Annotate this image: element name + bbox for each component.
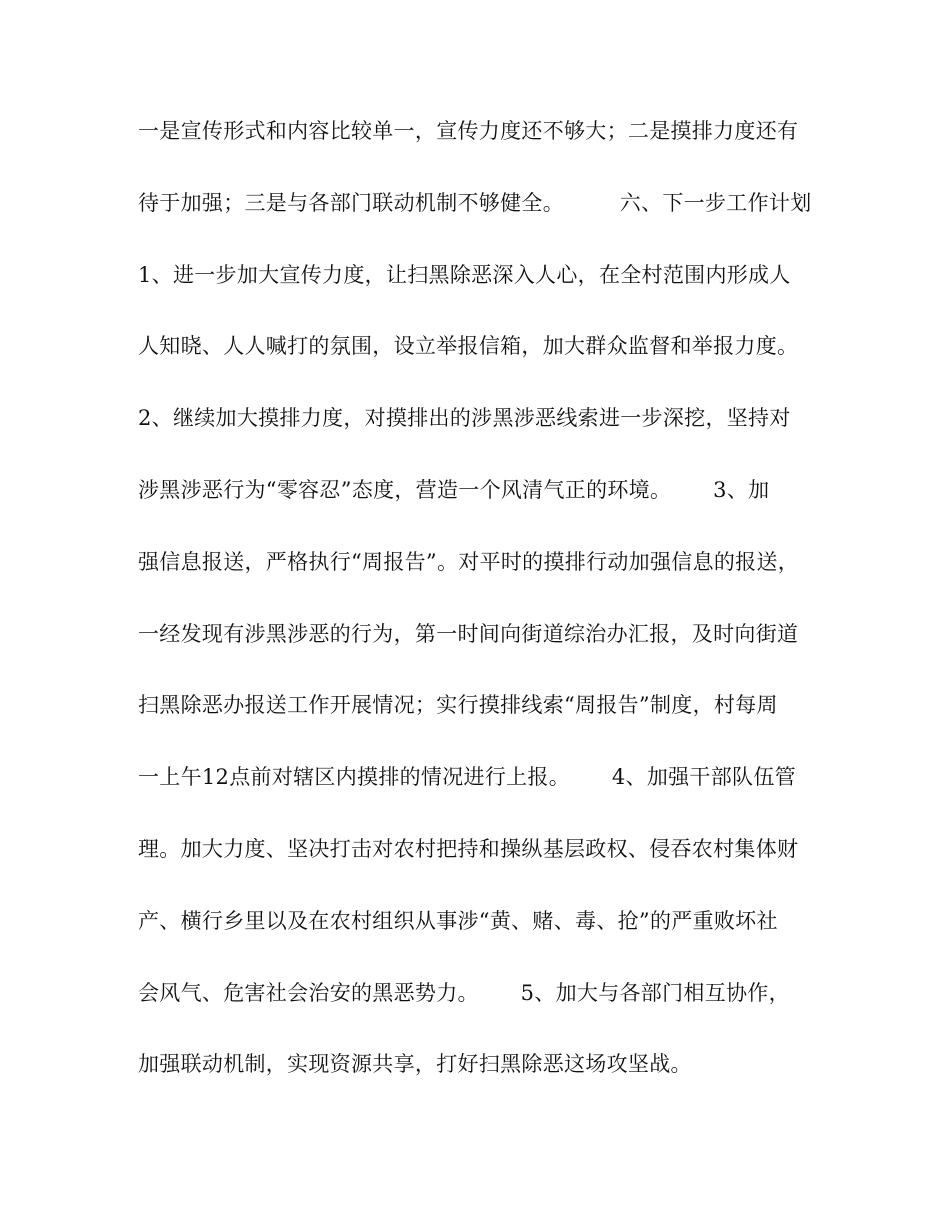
text-line: 人知晓、人人喊打的氛围，设立举报信箱，加大群众监督和举报力度。 xyxy=(138,334,799,359)
text-line: 一上午12点前对辖区内摸排的情况进行上报。 4、加强干部队伍管 xyxy=(138,765,796,790)
text-line: 加强联动机制，实现资源共享，打好扫黑除恶这场攻坚战。 xyxy=(138,1052,692,1077)
text-line: 涉黑涉恶行为“零容忍”态度，营造一个风清气正的环境。 3、加 xyxy=(138,477,770,502)
text-line: 扫黑除恶办报送工作开展情况；实行摸排线索“周报告”制度，村每周 xyxy=(138,693,778,718)
text-line: 一经发现有涉黑涉恶的行为，第一时间向街道综治办汇报，及时向街道 xyxy=(138,621,799,646)
text-line: 产、横行乡里以及在农村组织从事涉“黄、赌、毒、抢”的严重败坏社 xyxy=(138,908,778,933)
text-line: 理。加大力度、坚决打击对农村把持和操纵基层政权、侵吞农村集体财 xyxy=(138,836,799,861)
body-text xyxy=(138,119,838,1127)
text-line: 1、进一步加大宣传力度，让扫黑除恶深入人心，在全村范围内形成人 xyxy=(138,262,791,287)
text-line: 待于加强；三是与各部门联动机制不够健全。 六、下一步工作计划 xyxy=(138,190,812,215)
text-line: 会风气、危害社会治安的黑恶势力。 5、加大与各部门相互协作， xyxy=(138,980,790,1005)
text-line: 强信息报送，严格执行“周报告”。对平时的摸排行动加强信息的报送， xyxy=(138,549,800,574)
text-line: 一是宣传形式和内容比较单一，宣传力度还不够大；二是摸排力度还有 xyxy=(138,119,799,143)
text-line: 2、继续加大摸排力度，对摸排出的涉黑涉恶线索进一步深挖，坚持对 xyxy=(138,406,791,431)
